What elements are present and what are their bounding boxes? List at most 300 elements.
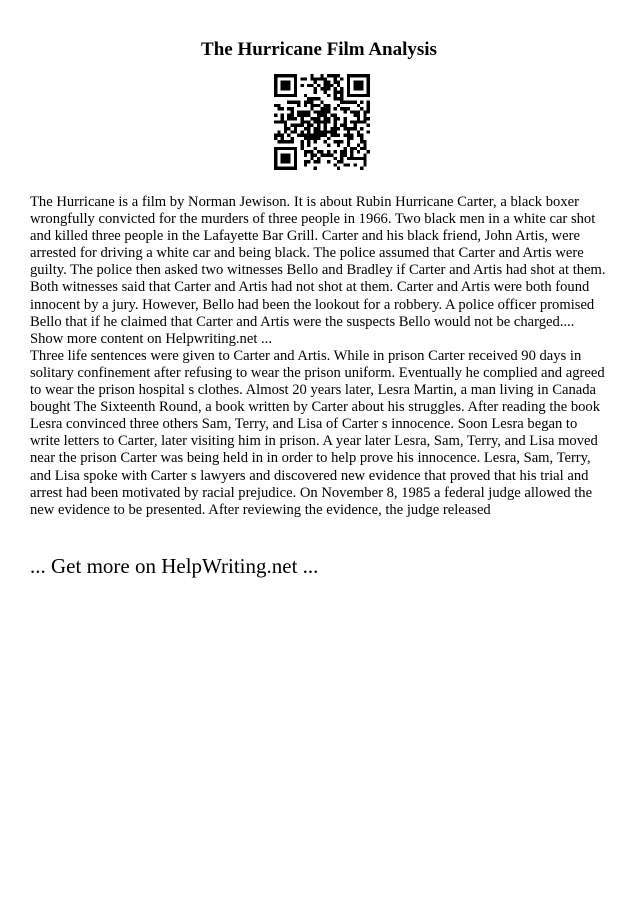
qr-module bbox=[294, 87, 297, 90]
qr-module bbox=[330, 130, 333, 133]
qr-module bbox=[310, 74, 313, 77]
qr-module bbox=[294, 147, 297, 150]
qr-module bbox=[314, 97, 317, 100]
qr-module bbox=[287, 117, 290, 120]
qr-module bbox=[367, 110, 370, 113]
qr-module bbox=[334, 97, 337, 100]
qr-module bbox=[310, 150, 313, 153]
qr-module bbox=[344, 147, 347, 150]
qr-module bbox=[307, 160, 310, 163]
qr-module bbox=[297, 110, 300, 113]
qr-module bbox=[344, 134, 347, 137]
qr-module bbox=[281, 167, 284, 170]
qr-module bbox=[357, 94, 360, 97]
qr-module bbox=[274, 150, 277, 153]
get-more-link[interactable]: ... Get more on HelpWriting.net ... bbox=[30, 554, 319, 578]
qr-module bbox=[347, 81, 350, 84]
qr-module bbox=[277, 134, 280, 137]
qr-module bbox=[314, 91, 317, 94]
qr-module bbox=[324, 117, 327, 120]
qr-module bbox=[284, 167, 287, 170]
qr-module bbox=[291, 117, 294, 120]
qr-module bbox=[320, 120, 323, 123]
qr-module bbox=[300, 140, 303, 143]
qr-module bbox=[287, 100, 290, 103]
qr-module bbox=[350, 150, 353, 153]
qr-module bbox=[334, 163, 337, 166]
qr-module bbox=[334, 140, 337, 143]
qr-module bbox=[274, 120, 277, 123]
qr-module bbox=[367, 124, 370, 127]
qr-module bbox=[297, 134, 300, 137]
qr-module bbox=[304, 77, 307, 80]
qr-module bbox=[367, 117, 370, 120]
qr-module bbox=[334, 87, 337, 90]
qr-module bbox=[324, 140, 327, 143]
qr-module bbox=[334, 120, 337, 123]
qr-module bbox=[330, 153, 333, 156]
qr-module bbox=[367, 100, 370, 103]
qr-module bbox=[324, 153, 327, 156]
qr-module bbox=[327, 84, 330, 87]
qr-module bbox=[304, 104, 307, 107]
qr-module bbox=[363, 120, 366, 123]
qr-module bbox=[330, 134, 333, 137]
qr-module bbox=[317, 84, 320, 87]
qr-module bbox=[334, 130, 337, 133]
qr-module bbox=[327, 120, 330, 123]
qr-module bbox=[357, 130, 360, 133]
qr-module bbox=[281, 94, 284, 97]
qr-module bbox=[363, 147, 366, 150]
qr-module bbox=[277, 120, 280, 123]
qr-module bbox=[314, 110, 317, 113]
qr-module bbox=[360, 81, 363, 84]
qr-module bbox=[330, 84, 333, 87]
qr-module bbox=[281, 74, 284, 77]
qr-module bbox=[350, 74, 353, 77]
qr-module bbox=[291, 130, 294, 133]
qr-module bbox=[324, 77, 327, 80]
qr-module bbox=[357, 144, 360, 147]
qr-module bbox=[310, 107, 313, 110]
qr-module bbox=[353, 100, 356, 103]
qr-module bbox=[317, 124, 320, 127]
qr-module bbox=[337, 84, 340, 87]
qr-module bbox=[314, 117, 317, 120]
qr-module bbox=[314, 104, 317, 107]
qr-module bbox=[281, 140, 284, 143]
qr-module bbox=[363, 157, 366, 160]
qr-module bbox=[274, 84, 277, 87]
qr-module bbox=[334, 127, 337, 130]
qr-module bbox=[367, 130, 370, 133]
qr-module bbox=[324, 81, 327, 84]
qr-module bbox=[297, 100, 300, 103]
qr-module bbox=[324, 114, 327, 117]
qr-module bbox=[310, 117, 313, 120]
qr-module bbox=[340, 77, 343, 80]
qr-module bbox=[274, 167, 277, 170]
qr-module bbox=[317, 127, 320, 130]
qr-module bbox=[327, 117, 330, 120]
qr-module bbox=[334, 91, 337, 94]
qr-module bbox=[294, 157, 297, 160]
qr-module bbox=[314, 127, 317, 130]
qr-module bbox=[291, 167, 294, 170]
qr-module bbox=[284, 81, 287, 84]
qr-module bbox=[353, 84, 356, 87]
qr-module bbox=[360, 134, 363, 137]
qr-module bbox=[347, 130, 350, 133]
qr-module bbox=[314, 160, 317, 163]
qr-module bbox=[307, 137, 310, 140]
qr-module bbox=[340, 100, 343, 103]
qr-module bbox=[334, 94, 337, 97]
qr-module bbox=[307, 97, 310, 100]
qr-module bbox=[347, 87, 350, 90]
qr-module bbox=[320, 74, 323, 77]
qr-module bbox=[337, 134, 340, 137]
qr-module bbox=[310, 153, 313, 156]
qr-module bbox=[281, 157, 284, 160]
qr-module bbox=[340, 97, 343, 100]
qr-module bbox=[357, 157, 360, 160]
qr-module bbox=[277, 74, 280, 77]
qr-module bbox=[353, 114, 356, 117]
qr-module bbox=[363, 140, 366, 143]
qr-module bbox=[340, 94, 343, 97]
qr-module bbox=[307, 130, 310, 133]
qr-module bbox=[367, 94, 370, 97]
qr-module bbox=[277, 140, 280, 143]
qr-module bbox=[284, 120, 287, 123]
qr-module bbox=[340, 153, 343, 156]
qr-module bbox=[291, 107, 294, 110]
qr-module bbox=[324, 91, 327, 94]
qr-module bbox=[287, 140, 290, 143]
qr-module bbox=[294, 153, 297, 156]
qr-module bbox=[314, 77, 317, 80]
qr-module bbox=[274, 147, 277, 150]
qr-module bbox=[320, 153, 323, 156]
qr-module bbox=[344, 110, 347, 113]
qr-module bbox=[281, 160, 284, 163]
qr-module bbox=[304, 134, 307, 137]
qr-module bbox=[327, 160, 330, 163]
qr-module bbox=[317, 104, 320, 107]
qr-module bbox=[314, 140, 317, 143]
qr-module bbox=[314, 147, 317, 150]
qr-module bbox=[324, 134, 327, 137]
qr-module bbox=[350, 100, 353, 103]
qr-module bbox=[357, 114, 360, 117]
qr-module bbox=[327, 107, 330, 110]
qr-module bbox=[360, 74, 363, 77]
qr-module bbox=[367, 107, 370, 110]
qr-module bbox=[294, 163, 297, 166]
qr-module bbox=[357, 81, 360, 84]
qr-module bbox=[347, 127, 350, 130]
qr-module bbox=[360, 94, 363, 97]
qr-module bbox=[357, 87, 360, 90]
qr-module bbox=[367, 84, 370, 87]
qr-module bbox=[291, 137, 294, 140]
qr-module bbox=[287, 84, 290, 87]
qr-module bbox=[281, 114, 284, 117]
qr-module bbox=[320, 110, 323, 113]
qr-module bbox=[281, 137, 284, 140]
qr-module bbox=[317, 157, 320, 160]
page-title: The Hurricane Film Analysis bbox=[201, 39, 437, 60]
qr-module bbox=[304, 137, 307, 140]
qr-module bbox=[340, 140, 343, 143]
qr-module bbox=[304, 150, 307, 153]
qr-module bbox=[360, 107, 363, 110]
qr-module bbox=[284, 140, 287, 143]
qr-module bbox=[317, 97, 320, 100]
qr-module bbox=[324, 124, 327, 127]
qr-module bbox=[327, 137, 330, 140]
qr-module bbox=[300, 114, 303, 117]
qr-module bbox=[360, 84, 363, 87]
qr-module bbox=[357, 110, 360, 113]
qr-module bbox=[350, 147, 353, 150]
qr-module bbox=[347, 163, 350, 166]
qr-module bbox=[347, 134, 350, 137]
qr-module bbox=[317, 130, 320, 133]
qr-module bbox=[340, 157, 343, 160]
qr-module bbox=[284, 74, 287, 77]
qr-module bbox=[324, 87, 327, 90]
qr-module bbox=[314, 81, 317, 84]
qr-module bbox=[367, 81, 370, 84]
qr-module bbox=[317, 150, 320, 153]
qr-module bbox=[367, 74, 370, 77]
qr-module bbox=[310, 137, 313, 140]
paragraph-2: Three life sentences were given to Carter and Artis. While in prison Carter received 90 days in solitary confinement after refusing to wear the prison uniform. Eventually he complied and agreed to wear the prison hospital s clothes. Almost 20 years later, Lesra Martin, a man living in Canada bought The Sixteenth Round, a book written by Carter about his struggles. After reading the book Lesra convinced three others Sam, Terry, and Lisa of Carter s innocence. Soon Lesra began to write letters to Carter, later visiting him in prison. A year later Lesra, Sam, Terry, and Lisa moved near the prison Carter was being held in in order to help prove his innocence. Lesra, Sam, Terry, and Lisa spoke with Carter s lawyers and discovered new evidence that proved that his trial and arrest had been motivated by racial prejudice. On November 8, 1985 a federal judge allowed the new evidence to be presented. After reviewing the evidence, the judge released bbox=[30, 347, 605, 518]
qr-module bbox=[274, 114, 277, 117]
qr-module bbox=[353, 157, 356, 160]
qr-module bbox=[353, 87, 356, 90]
qr-module bbox=[274, 153, 277, 156]
qr-module bbox=[300, 124, 303, 127]
qr-module bbox=[294, 124, 297, 127]
qr-module bbox=[307, 100, 310, 103]
qr-module bbox=[350, 110, 353, 113]
qr-module bbox=[284, 160, 287, 163]
qr-module bbox=[274, 77, 277, 80]
qr-module bbox=[317, 120, 320, 123]
qr-module bbox=[291, 140, 294, 143]
article-body bbox=[30, 194, 610, 519]
qr-module bbox=[363, 74, 366, 77]
qr-module bbox=[294, 160, 297, 163]
qr-module bbox=[334, 77, 337, 80]
qr-module bbox=[297, 104, 300, 107]
qr-module bbox=[347, 144, 350, 147]
qr-module bbox=[274, 87, 277, 90]
qr-module bbox=[287, 94, 290, 97]
qr-module bbox=[281, 153, 284, 156]
qr-module bbox=[363, 110, 366, 113]
qr-module bbox=[300, 147, 303, 150]
qr-module bbox=[347, 74, 350, 77]
qr-module bbox=[344, 127, 347, 130]
qr-module bbox=[344, 117, 347, 120]
qr-module bbox=[320, 100, 323, 103]
qr-module bbox=[284, 153, 287, 156]
qr-module bbox=[314, 137, 317, 140]
qr-module bbox=[314, 134, 317, 137]
qr-module bbox=[350, 157, 353, 160]
qr-module bbox=[291, 74, 294, 77]
qr-module bbox=[274, 134, 277, 137]
qr-module bbox=[344, 153, 347, 156]
qr-module bbox=[344, 124, 347, 127]
qr-module bbox=[287, 87, 290, 90]
qr-module bbox=[281, 120, 284, 123]
qr-module bbox=[327, 87, 330, 90]
qr-module bbox=[307, 144, 310, 147]
qr-module bbox=[294, 127, 297, 130]
qr-module bbox=[291, 114, 294, 117]
qr-module bbox=[281, 147, 284, 150]
qr-module bbox=[274, 94, 277, 97]
qr-module bbox=[310, 77, 313, 80]
qr-module bbox=[281, 134, 284, 137]
qr-module bbox=[353, 110, 356, 113]
qr-module bbox=[277, 147, 280, 150]
qr-module bbox=[304, 110, 307, 113]
qr-module bbox=[324, 110, 327, 113]
qr-module bbox=[337, 167, 340, 170]
qr-module bbox=[304, 160, 307, 163]
qr-module bbox=[304, 100, 307, 103]
qr-module bbox=[324, 107, 327, 110]
qr-module bbox=[277, 130, 280, 133]
qr-module bbox=[363, 117, 366, 120]
qr-module bbox=[274, 104, 277, 107]
qr-module bbox=[291, 94, 294, 97]
qr-module bbox=[350, 137, 353, 140]
qr-module bbox=[314, 153, 317, 156]
qr-module bbox=[284, 94, 287, 97]
qr-module bbox=[300, 130, 303, 133]
qr-module bbox=[334, 150, 337, 153]
qr-module bbox=[350, 120, 353, 123]
qr-module bbox=[360, 157, 363, 160]
qr-module bbox=[294, 74, 297, 77]
qr-module bbox=[274, 157, 277, 160]
qr-module bbox=[360, 137, 363, 140]
qr-module bbox=[334, 157, 337, 160]
qr-module bbox=[350, 127, 353, 130]
qr-module bbox=[327, 130, 330, 133]
qr-module bbox=[281, 81, 284, 84]
qr-module bbox=[287, 74, 290, 77]
qr-module bbox=[300, 77, 303, 80]
qr-module bbox=[291, 100, 294, 103]
qr-module bbox=[334, 107, 337, 110]
qr-module bbox=[340, 107, 343, 110]
qr-module bbox=[304, 114, 307, 117]
qr-module bbox=[300, 84, 303, 87]
qr-module bbox=[363, 153, 366, 156]
qr-module bbox=[307, 120, 310, 123]
qr-module bbox=[337, 140, 340, 143]
qr-module bbox=[284, 130, 287, 133]
qr-module bbox=[320, 87, 323, 90]
qr-module bbox=[294, 91, 297, 94]
qr-module bbox=[327, 110, 330, 113]
qr-module bbox=[284, 84, 287, 87]
qr-module bbox=[274, 74, 277, 77]
qr-module bbox=[353, 163, 356, 166]
qr-module bbox=[294, 150, 297, 153]
qr-module bbox=[367, 150, 370, 153]
qr-module bbox=[281, 87, 284, 90]
qr-module bbox=[340, 124, 343, 127]
qr-module bbox=[307, 84, 310, 87]
qr-module bbox=[320, 77, 323, 80]
qr-module bbox=[327, 150, 330, 153]
qr-module bbox=[320, 150, 323, 153]
qr-module bbox=[304, 163, 307, 166]
qr-module bbox=[314, 130, 317, 133]
qr-module bbox=[300, 110, 303, 113]
qr-module bbox=[277, 104, 280, 107]
qr-module bbox=[357, 120, 360, 123]
qr-module bbox=[297, 114, 300, 117]
qr-module bbox=[310, 134, 313, 137]
qr-module bbox=[317, 110, 320, 113]
qr-module bbox=[287, 167, 290, 170]
qr-module bbox=[281, 84, 284, 87]
qr-module bbox=[307, 150, 310, 153]
qr-module bbox=[324, 104, 327, 107]
qr-module bbox=[350, 94, 353, 97]
qr-module bbox=[287, 147, 290, 150]
qr-module bbox=[287, 160, 290, 163]
qr-module bbox=[347, 77, 350, 80]
qr-module bbox=[291, 110, 294, 113]
qr-module bbox=[327, 94, 330, 97]
qr-module bbox=[353, 94, 356, 97]
qr-module bbox=[337, 117, 340, 120]
qr-module bbox=[327, 81, 330, 84]
qr-module bbox=[363, 94, 366, 97]
qr-module bbox=[320, 114, 323, 117]
qr-module bbox=[353, 124, 356, 127]
qr-module bbox=[304, 153, 307, 156]
qr-module bbox=[337, 104, 340, 107]
qr-module bbox=[287, 107, 290, 110]
qr-module bbox=[304, 127, 307, 130]
qr-module bbox=[300, 134, 303, 137]
qr-module bbox=[353, 81, 356, 84]
qr-module bbox=[347, 91, 350, 94]
qr-module bbox=[344, 107, 347, 110]
qr-module bbox=[360, 147, 363, 150]
qr-module bbox=[317, 160, 320, 163]
qr-module bbox=[353, 127, 356, 130]
qr-module bbox=[294, 100, 297, 103]
qr-module bbox=[350, 153, 353, 156]
qr-module bbox=[291, 147, 294, 150]
qr-module bbox=[347, 157, 350, 160]
qr-module bbox=[324, 120, 327, 123]
